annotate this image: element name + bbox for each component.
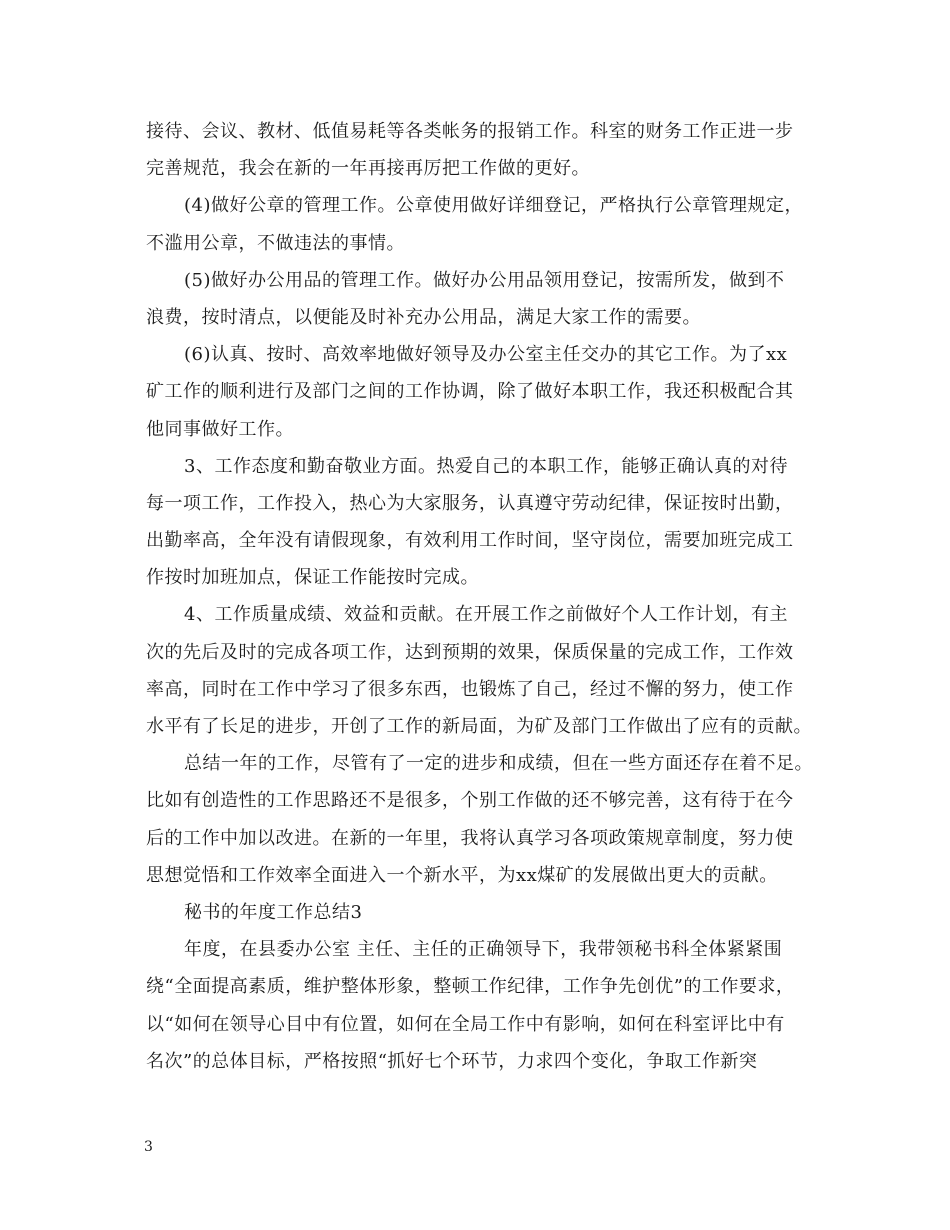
- section-heading: 秘书的年度工作总结3: [184, 901, 363, 923]
- text-line: 每一项工作，工作投入，热心为大家服务，认真遵守劳动纪律，保证按时出勤，: [146, 492, 794, 514]
- text-line: 完善规范，我会在新的一年再接再厉把工作做的更好。: [146, 158, 590, 180]
- text-line: 出勤率高，全年没有请假现象，有效利用工作时间，坚守岗位，需要加班完成工: [146, 530, 794, 552]
- text-line: 比如有创造性的工作思路还不是很多，个别工作做的还不够完善，这有待于在今: [146, 790, 794, 812]
- text-line: 水平有了长足的进步，开创了工作的新局面，为矿及部门工作做出了应有的贡献。: [146, 716, 812, 737]
- text-line: 绕“全面提高素质，维护整体形象，整顿工作纪律，工作争先创优”的工作要求，: [146, 976, 795, 998]
- paragraph-start-line: (5)做好办公用品的管理工作。做好办公用品领用登记，按需所发，做到不: [184, 269, 785, 291]
- paragraph-start-line: (6)认真、按时、高效率地做好领导及办公室主任交办的其它工作。为了xx: [184, 344, 788, 366]
- text-line: 作按时加班加点，保证工作能按时完成。: [146, 567, 479, 589]
- page-number: 3: [144, 1139, 153, 1155]
- text-line: 浪费，按时清点，以便能及时补充办公用品，满足大家工作的需要。: [146, 306, 701, 328]
- text-line: 思想觉悟和工作效率全面进入一个新水平，为xx煤矿的发展做出更大的贡献。: [146, 864, 778, 886]
- text-line: 后的工作中加以改进。在新的一年里，我将认真学习各项政策规章制度，努力使: [146, 827, 794, 849]
- text-line: 他同事做好工作。: [146, 418, 294, 440]
- paragraph-start-line: 年度，在县委办公室 主任、主任的正确领导下，我带领秘书科全体紧紧围: [184, 939, 783, 961]
- text-line: 接待、会议、教材、低值易耗等各类帐务的报销工作。科室的财务工作正进一步: [146, 121, 794, 142]
- text-line: 不滥用公章，不做违法的事情。: [146, 232, 405, 254]
- text-line: 以“如何在领导心目中有位置，如何在全局工作中有影响，如何在科室评比中有: [146, 1013, 785, 1035]
- paragraph-start-line: (4)做好公章的管理工作。公章使用做好详细登记，严格执行公章管理规定，: [184, 195, 803, 217]
- paragraph-start-line: 3、工作态度和勤奋敬业方面。热爱自己的本职工作，能够正确认真的对待: [184, 455, 788, 477]
- document-body: [146, 113, 811, 1080]
- text-line: 名次”的总体目标，严格按照“抓好七个环节，力求四个变化，争取工作新突: [146, 1050, 758, 1072]
- text-line: 矿工作的顺利进行及部门之间的工作协调，除了做好本职工作，我还积极配合其: [146, 381, 794, 403]
- paragraph-start-line: 总结一年的工作，尽管有了一定的进步和成绩，但在一些方面还存在着不足。: [184, 753, 813, 775]
- text-line: 率高，同时在工作中学习了很多东西，也锻炼了自己，经过不懈的努力，使工作: [146, 678, 794, 700]
- paragraph-start-line: 4、工作质量成绩、效益和贡献。在开展工作之前做好个人工作计划，有主: [184, 604, 788, 626]
- text-line: 次的先后及时的完成各项工作，达到预期的效果，保质保量的完成工作，工作效: [146, 641, 794, 663]
